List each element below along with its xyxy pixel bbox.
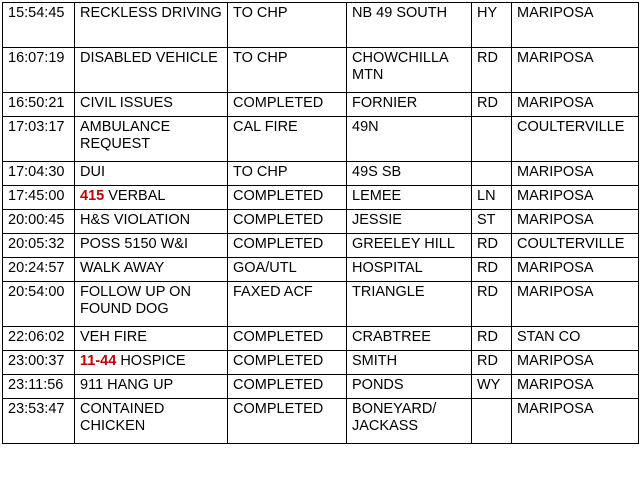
incident-text: DUI (80, 164, 105, 180)
table-row (3, 93, 639, 117)
disposition-cell: GOA/UTL (228, 258, 347, 282)
incident-text: WALK AWAY (80, 260, 165, 276)
incident-cell (75, 117, 228, 162)
incident-text: AMBULANCE REQUEST (80, 119, 171, 152)
table-row (3, 162, 639, 186)
incident-cell (75, 3, 228, 48)
disposition-cell: COMPLETED (228, 327, 347, 351)
time-cell: 20:00:45 (3, 210, 75, 234)
disposition-cell: COMPLETED (228, 210, 347, 234)
street-suffix-cell: RD (472, 48, 512, 93)
street-suffix-cell: RD (472, 93, 512, 117)
location-cell: NB 49 SOUTH (347, 3, 472, 48)
city-cell: STAN CO (512, 327, 639, 351)
time-cell: 17:45:00 (3, 186, 75, 210)
disposition-cell: COMPLETED (228, 375, 347, 399)
street-suffix-cell: RD (472, 327, 512, 351)
incident-cell (75, 48, 228, 93)
incident-cell (75, 234, 228, 258)
incident-cell (75, 162, 228, 186)
incident-cell (75, 258, 228, 282)
street-suffix-cell: WY (472, 375, 512, 399)
disposition-cell: TO CHP (228, 162, 347, 186)
incident-code: 11-44 (80, 353, 117, 369)
table-row (3, 48, 639, 93)
street-suffix-cell: RD (472, 351, 512, 375)
disposition-cell: FAXED ACF (228, 282, 347, 327)
table-row (3, 234, 639, 258)
city-cell: COULTERVILLE (512, 117, 639, 162)
time-cell: 17:04:30 (3, 162, 75, 186)
time-cell: 20:54:00 (3, 282, 75, 327)
street-suffix-cell (472, 117, 512, 162)
location-cell: GREELEY HILL (347, 234, 472, 258)
incident-text: CONTAINED CHICKEN (80, 401, 165, 434)
incident-cell (75, 375, 228, 399)
disposition-cell: COMPLETED (228, 93, 347, 117)
location-cell: JESSIE (347, 210, 472, 234)
city-cell: MARIPOSA (512, 282, 639, 327)
disposition-cell: COMPLETED (228, 186, 347, 210)
street-suffix-cell: RD (472, 234, 512, 258)
incident-text: VERBAL (108, 188, 166, 204)
location-cell: FORNIER (347, 93, 472, 117)
incident-cell (75, 399, 228, 444)
location-cell: PONDS (347, 375, 472, 399)
incident-text: RECKLESS DRIVING (80, 5, 222, 21)
location-cell: 49S SB (347, 162, 472, 186)
street-suffix-cell (472, 162, 512, 186)
incident-text: HOSPICE (120, 353, 186, 369)
street-suffix-cell: RD (472, 258, 512, 282)
call-log-body (3, 3, 639, 444)
time-cell: 22:06:02 (3, 327, 75, 351)
table-row (3, 399, 639, 444)
call-log-table (2, 2, 639, 444)
time-cell: 15:54:45 (3, 3, 75, 48)
city-cell: MARIPOSA (512, 375, 639, 399)
street-suffix-cell (472, 399, 512, 444)
time-cell: 23:53:47 (3, 399, 75, 444)
city-cell: MARIPOSA (512, 3, 639, 48)
incident-text: VEH FIRE (80, 329, 147, 345)
city-cell: MARIPOSA (512, 162, 639, 186)
time-cell: 23:00:37 (3, 351, 75, 375)
time-cell: 17:03:17 (3, 117, 75, 162)
location-cell: LEMEE (347, 186, 472, 210)
disposition-cell: TO CHP (228, 48, 347, 93)
street-suffix-cell: LN (472, 186, 512, 210)
location-cell: SMITH (347, 351, 472, 375)
location-cell: CHOWCHILLA MTN (347, 48, 472, 93)
disposition-cell: CAL FIRE (228, 117, 347, 162)
city-cell: MARIPOSA (512, 399, 639, 444)
incident-text: POSS 5150 W&I (80, 236, 188, 252)
city-cell: MARIPOSA (512, 186, 639, 210)
location-cell: CRABTREE (347, 327, 472, 351)
time-cell: 20:05:32 (3, 234, 75, 258)
incident-text: H&S VIOLATION (80, 212, 191, 228)
location-cell: 49N (347, 117, 472, 162)
disposition-cell: COMPLETED (228, 234, 347, 258)
time-cell: 16:07:19 (3, 48, 75, 93)
disposition-cell: COMPLETED (228, 399, 347, 444)
location-cell: HOSPITAL (347, 258, 472, 282)
incident-cell (75, 93, 228, 117)
table-row (3, 375, 639, 399)
time-cell: 23:11:56 (3, 375, 75, 399)
city-cell: MARIPOSA (512, 48, 639, 93)
location-cell: BONEYARD/ JACKASS (347, 399, 472, 444)
table-row (3, 210, 639, 234)
incident-code: 415 (80, 188, 105, 204)
city-cell: MARIPOSA (512, 258, 639, 282)
city-cell: COULTERVILLE (512, 234, 639, 258)
city-cell: MARIPOSA (512, 93, 639, 117)
incident-text: FOLLOW UP ON FOUND DOG (80, 284, 191, 317)
table-row (3, 327, 639, 351)
incident-cell (75, 210, 228, 234)
table-row (3, 186, 639, 210)
time-cell: 16:50:21 (3, 93, 75, 117)
incident-text: DISABLED VEHICLE (80, 50, 218, 66)
city-cell: MARIPOSA (512, 351, 639, 375)
incident-cell (75, 186, 228, 210)
location-cell: TRIANGLE (347, 282, 472, 327)
table-row (3, 282, 639, 327)
incident-text: 911 HANG UP (80, 377, 174, 393)
incident-cell (75, 282, 228, 327)
incident-text: CIVIL ISSUES (80, 95, 173, 111)
incident-cell (75, 327, 228, 351)
street-suffix-cell: ST (472, 210, 512, 234)
street-suffix-cell: HY (472, 3, 512, 48)
time-cell: 20:24:57 (3, 258, 75, 282)
table-row (3, 117, 639, 162)
incident-cell (75, 351, 228, 375)
table-row (3, 3, 639, 48)
disposition-cell: COMPLETED (228, 351, 347, 375)
table-row (3, 351, 639, 375)
disposition-cell: TO CHP (228, 3, 347, 48)
table-row (3, 258, 639, 282)
city-cell: MARIPOSA (512, 210, 639, 234)
street-suffix-cell: RD (472, 282, 512, 327)
